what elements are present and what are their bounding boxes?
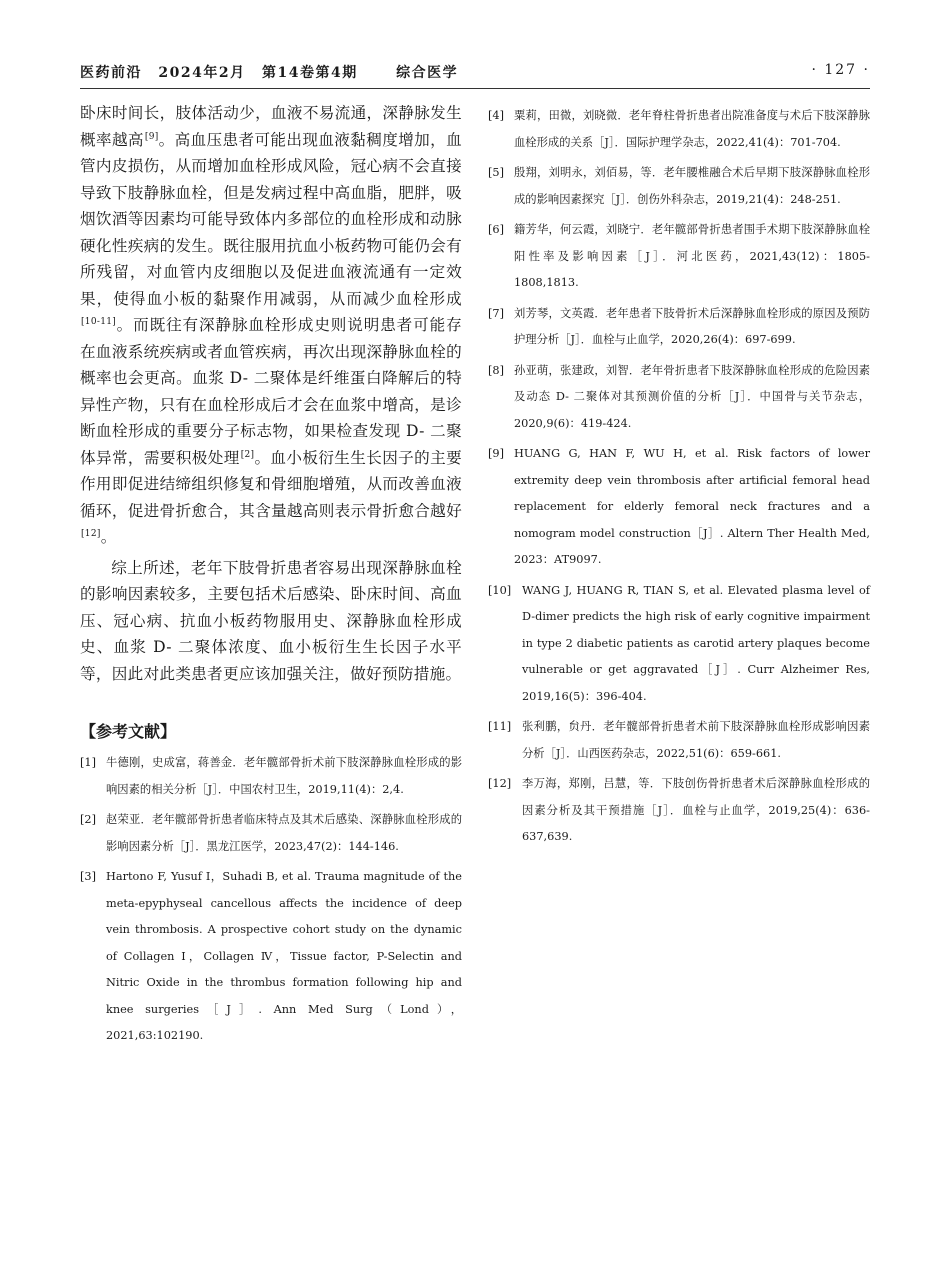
volume-issue: 第14卷第4期 [261, 65, 358, 81]
citation: [12] [81, 529, 101, 539]
reference-number: [4] [488, 109, 505, 122]
reference-text: 孙亚萌，张建政，刘智．老年骨折患者下肢深静脉血栓形成的危险因素及动态 D- 二聚体对其预测价值的分析［J］．中国骨与关节杂志，2020,9(6)：419-424. [514, 363, 870, 430]
reference-text: Hartono F, Yusuf I，Suhadi B, et al. Trauma magnitude of the meta-epyphyseal cancellous affects the incidence of deep vein thrombosis. A prospective cohort study on the dynamic of Collagen Ⅰ，Collagen Ⅳ，Tissue factor, P-Selectin and Nitric Oxide in the thrombus formation following hip and knee surgeries［J］. Ann Med Surg（Lond），2021,63:102190. [106, 870, 462, 1042]
header-left [80, 62, 468, 82]
reference-number: [5] [488, 166, 505, 179]
body-paragraph-discussion: 卧床时间长，肢体活动少，血液不易流通，深静脉发生概率越高[9]。高血压患者可能出现血液黏稠度增加，血管内皮损伤，从而增加血栓形成风险，冠心病不会直接导致下肢静脉血栓，但是发病过程中高血脂，肥胖，吸烟饮酒等因素均可能导致体内多部位的血栓形成和动脉硬化性疾病的发生。既往服用抗血小板药物可能仍会有所残留，对血管内皮细胞以及促进血液流通有一定效果，使得血小板的黏聚作用减弱，从而减少血栓形成[10-11]。而既往有深静脉血栓形成史则说明患者可能存在血液系统疾病或者血管疾病，再次出现深静脉血栓的概率也会更高。血浆 D- 二聚体是纤维蛋白降解后的特异性产物，只有在血栓形成后才会在血浆中增高，是诊断血栓形成的重要分子标志物，如果检查发现 D- 二聚体异常，需要积极处理[2]。血小板衍生生长因子的主要作用即促进结缔组织修复和骨细胞增殖，从而改善血液循环，促进骨折愈合，其含量越高则表示骨折愈合越好[12]。 [80, 104, 462, 546]
section-name: 综合医学 [396, 65, 459, 81]
reference-item [488, 714, 870, 767]
reference-number: [11] [488, 720, 512, 733]
reference-text: 赵荣亚．老年髋部骨折患者临床特点及其术后感染、深静脉血栓形成的影响因素分析［J］．黑龙江医学，2023,47(2)：144-146. [106, 813, 462, 853]
running-header [80, 62, 870, 84]
reference-number: [9] [488, 447, 505, 460]
left-column [80, 100, 462, 1054]
reference-text: HUANG G, HAN F, WU H, et al. Risk factors of lower extremity deep vein thrombosis after artificial femoral head replacement for elderly femoral neck fractures and a nomogram model construction［J］. Altern Ther Health Med, 2023：AT9097. [514, 447, 870, 566]
reference-item [80, 750, 462, 803]
reference-text: 殷翔，刘明永，刘佰易，等．老年腰椎融合术后早期下肢深静脉血栓形成的影响因素探究［J］．创伤外科杂志，2019,21(4)：248-251. [514, 166, 870, 206]
citation: [2] [240, 449, 255, 460]
reference-number: [6] [488, 223, 505, 236]
reference-number: [7] [488, 306, 505, 320]
reference-text: 刘芳琴，文英霞．老年患者下肢骨折术后深静脉血栓形成的原因及预防护理分析［J］．血栓与止血学，2020,26(4)：697-699. [514, 306, 870, 346]
reference-text: 籍芳华，何云霞，刘晓宁．老年髋部骨折患者围手术期下肢深静脉血栓阳性率及影响因素［J］．河北医药，2021,43(12)：1805-1808,1813. [514, 223, 870, 289]
references-heading: 【参考文献】 [80, 722, 177, 741]
reference-text: 粟莉，田微，刘晓微．老年脊柱骨折患者出院准备度与术后下肢深静脉血栓形成的关系［J］．国际护理学杂志，2022,41(4)：701-704. [514, 109, 870, 149]
reference-item [488, 217, 870, 297]
reference-item [488, 441, 870, 574]
citation: [9] [144, 131, 159, 142]
reference-text: 张利鹏，贠丹．老年髋部骨折患者术前下肢深静脉血栓形成影响因素分析［J］．山西医药杂志，2022,51(6)：659-661. [522, 720, 870, 760]
reference-item [488, 771, 870, 851]
citation: [10-11] [81, 317, 117, 327]
journal-name: 医药前沿 [80, 65, 142, 81]
header-divider [80, 88, 870, 89]
reference-number: [2] [80, 813, 97, 826]
reference-text: WANG J, HUANG R, TIAN S, et al. Elevated plasma level of D-dimer predicts the high risk of early cognitive impairment in type 2 diabetic patients as carotid artery plaques become vulnerable or get aggravated［J］. Curr Alzheimer Res, 2019,16(5)：396-404. [522, 583, 870, 703]
body-paragraph-conclusion: 综上所述，老年下肢骨折患者容易出现深静脉血栓的影响因素较多，主要包括术后感染、卧床时间、高血压、冠心病、抗血小板药物服用史、深静脉血栓形成史、血浆 D- 二聚体浓度、血小板衍生生长因子水平等，因此对此类患者更应该加强关注，做好预防措施。 [80, 558, 462, 683]
reference-text: 李万海，郑刚，吕慧，等．下肢创伤骨折患者术后深静脉血栓形成的因素分析及其干预措施［J］．血栓与止血学，2019,25(4)：636-637,639. [522, 777, 870, 843]
reference-number: [8] [488, 363, 505, 377]
reference-number: [12] [488, 777, 512, 790]
reference-item [488, 301, 870, 354]
reference-number: [10] [488, 583, 512, 597]
reference-item [488, 358, 870, 438]
reference-item [488, 160, 870, 213]
reference-text: 牛德刚，史成富，蒋善金．老年髋部骨折术前下肢深静脉血栓形成的影响因素的相关分析［J］．中国农村卫生，2019,11(4)：2,4. [106, 756, 462, 796]
issue-date: 2024年2月 [158, 65, 246, 81]
reference-number: [1] [80, 756, 97, 769]
reference-item [80, 807, 462, 860]
page-number: · 127 · [811, 62, 870, 78]
reference-item [488, 578, 870, 711]
reference-item [488, 103, 870, 156]
reference-item [80, 864, 462, 1050]
reference-number: [3] [80, 870, 97, 883]
right-column [488, 103, 870, 855]
